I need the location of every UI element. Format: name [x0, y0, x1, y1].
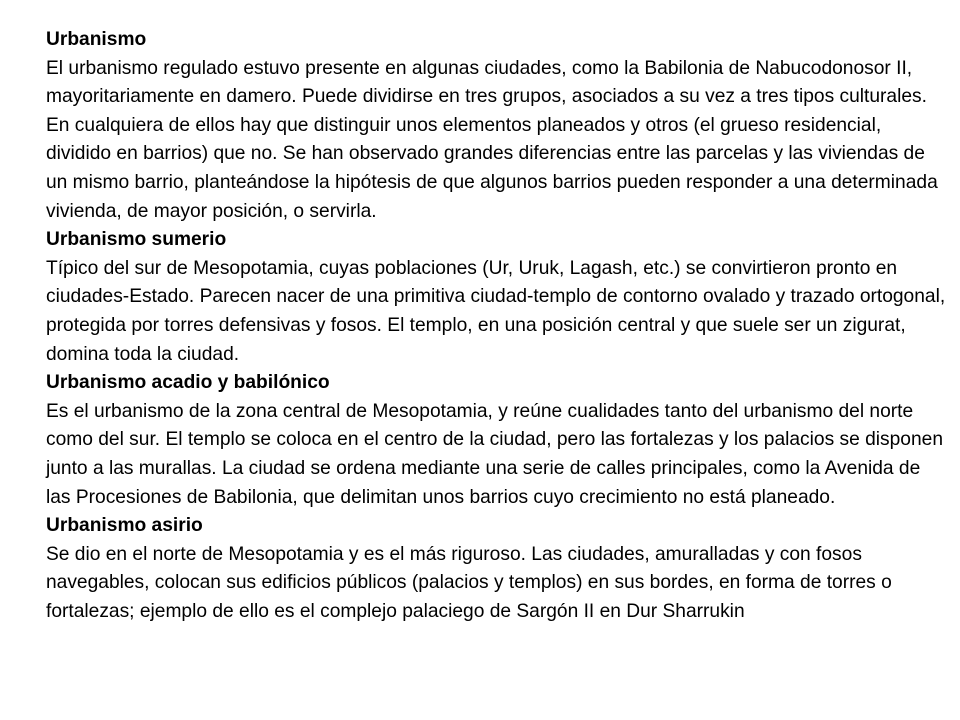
section-body-urbanismo: El urbanismo regulado estuvo presente en algunas ciudades, como la Babilonia de Nabucodonosor II, mayoritariamente en damero. Puede dividirse en tres grupos, asociados a su vez a tres tipos culturales. En cualquiera de ellos hay que distinguir unos elementos planeados y otros (el grueso residencial, dividido en barrios) que no. Se han observado grandes diferencias entre las parcelas y las viviendas de un mismo barrio, planteándose la hipótesis de que algunos barrios pueden responder a una determinada vivienda, de mayor posición, o servirla. — [46, 57, 938, 222]
section-heading-urbanismo: Urbanismo — [46, 29, 147, 50]
slide-text-body — [46, 26, 946, 626]
section-body-asirio: Se dio en el norte de Mesopotamia y es el más riguroso. Las ciudades, amuralladas y con fosos navegables, colocan sus edificios públicos (palacios y templos) en sus bordes, en forma de torres o fortalezas; ejemplo de ello es el complejo palaciego de Sargón II en Dur Sharrukin — [46, 543, 892, 622]
section-body-sumerio: Típico del sur de Mesopotamia, cuyas poblaciones (Ur, Uruk, Lagash, etc.) se convirtieron pronto en ciudades-Estado. Parecen nacer de una primitiva ciudad-templo de contorno ovalado y trazado ortogonal, protegida por torres defensivas y fosos. El templo, en una posición central y que suele ser un zigurat, domina toda la ciudad. — [46, 257, 946, 365]
section-heading-acadio-babilonico: Urbanismo acadio y babilónico — [46, 372, 330, 394]
section-heading-asirio: Urbanismo asirio — [46, 515, 203, 537]
section-heading-sumerio: Urbanismo sumerio — [46, 229, 227, 251]
section-body-acadio-babilonico: Es el urbanismo de la zona central de Mesopotamia, y reúne cualidades tanto del urbanismo del norte como del sur. El templo se coloca en el centro de la ciudad, pero las fortalezas y los palacios se disponen junto a las murallas. La ciudad se ordena mediante una serie de calles principales, como la Avenida de las Procesiones de Babilonia, que delimitan unos barrios cuyo crecimiento no está planeado. — [46, 400, 943, 508]
